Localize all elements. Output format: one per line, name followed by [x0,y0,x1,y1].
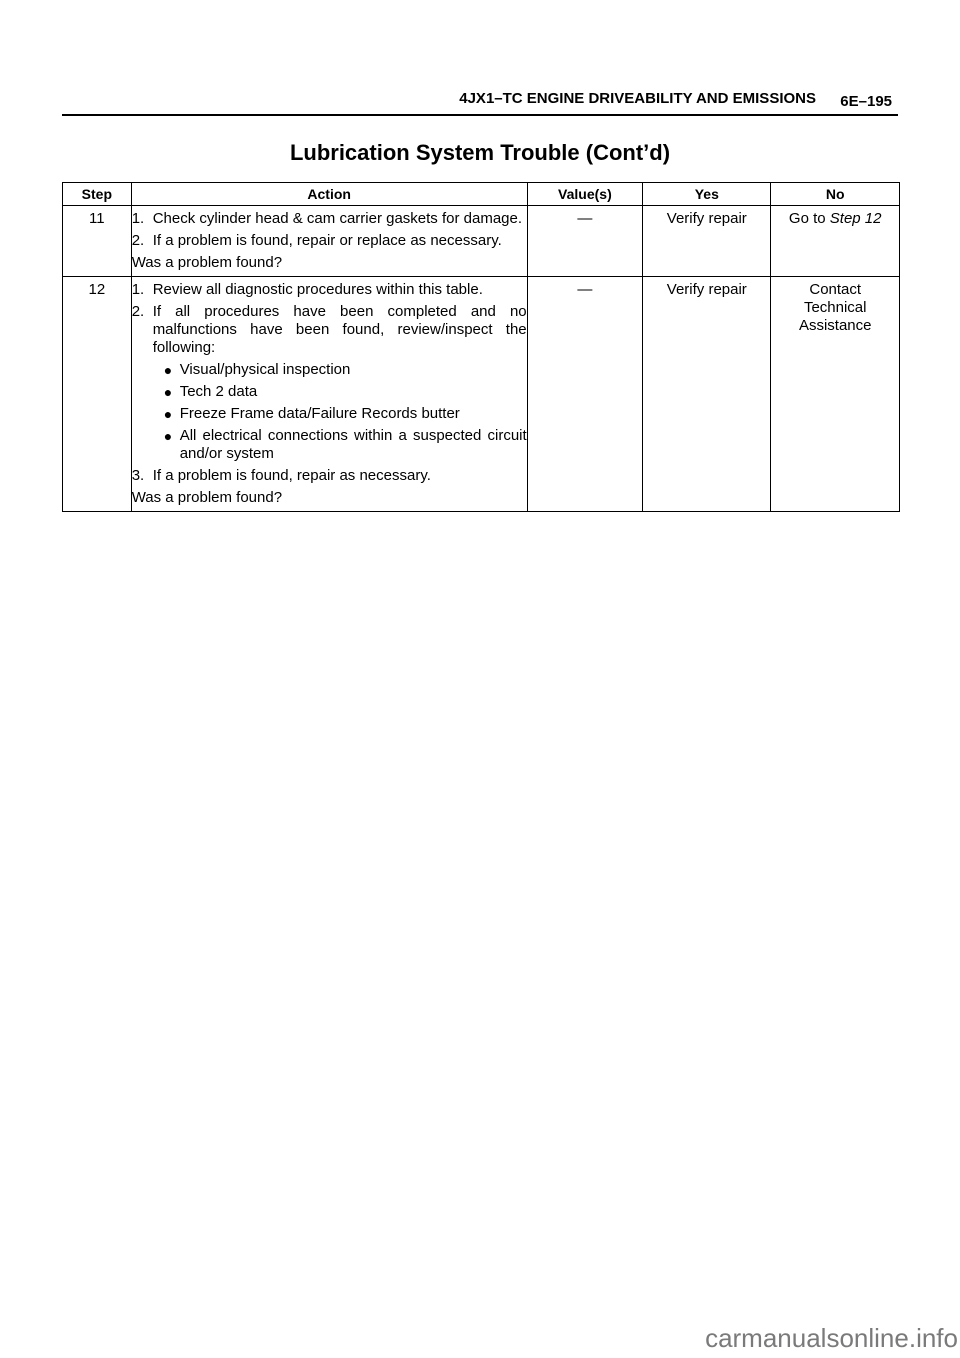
column-header-yes: Yes [643,183,771,206]
yes-cell: Verify repair [643,277,771,512]
action-item [132,467,527,485]
question-text: Was a problem found? [131,254,283,271]
list-item-text: Tech 2 data [179,383,258,400]
value-cell: — [527,277,643,512]
action-item-number: 2. [131,303,145,320]
no-line: Technical [803,299,867,316]
table-header-row [63,183,900,206]
section-title: 4JX1–TC ENGINE DRIVEABILITY AND EMISSIONS [459,90,816,107]
no-line: Contact [809,281,862,298]
action-item-number: 1. [131,281,145,298]
no-cell [771,206,900,277]
action-item-number: 3. [131,467,145,484]
action-cell [131,206,527,277]
step-number: 12 [63,277,132,512]
action-item-text: If a problem is found, repair or replace as necessary. [152,232,502,249]
list-item-text: All electrical connections within a suspected circuit and/or system [179,427,527,462]
action-item-text: If a problem is found, repair as necessary. [152,467,431,484]
action-item [132,303,527,357]
action-item-number: 2. [131,232,145,249]
goto-prefix: Go to [788,210,826,227]
page-header [62,88,898,116]
watermark: carmanualsonline.info [705,1323,958,1353]
list-item [132,405,527,423]
column-header-values: Value(s) [527,183,643,206]
bullet-icon: ● [163,384,173,400]
action-item-number: 1. [131,210,145,227]
column-header-step: Step [63,183,132,206]
column-header-action: Action [131,183,527,206]
list-item-text: Visual/physical inspection [179,361,351,378]
value-cell: — [527,206,643,277]
column-header-no: No [771,183,900,206]
goto-step-link[interactable]: Step 12 [829,210,882,227]
action-item [132,232,527,250]
no-line: Assistance [798,317,872,334]
action-cell [131,277,527,512]
no-cell [771,277,900,512]
page-number: 6E–195 [840,93,892,110]
action-item-text: Check cylinder head & cam carrier gaskets for damage. [152,210,523,227]
action-item-text: If all procedures have been completed and no malfunctions have been found, review/inspect the following: [152,303,527,356]
table-row [63,277,900,512]
list-item [132,383,527,401]
action-item [132,210,527,228]
action-item [132,281,527,299]
step-number: 11 [63,206,132,277]
list-item [132,427,527,463]
table-row [63,206,900,277]
inspection-list [132,361,527,463]
bullet-icon: ● [163,428,173,444]
bullet-icon: ● [163,406,173,422]
diagnostic-table [62,182,900,512]
yes-cell: Verify repair [643,206,771,277]
question-text: Was a problem found? [131,489,283,506]
page-title: Lubrication System Trouble (Cont’d) [289,140,671,165]
action-item-text: Review all diagnostic procedures within this table. [152,281,483,298]
list-item [132,361,527,379]
bullet-icon: ● [163,362,173,378]
list-item-text: Freeze Frame data/Failure Records butter [179,405,460,422]
